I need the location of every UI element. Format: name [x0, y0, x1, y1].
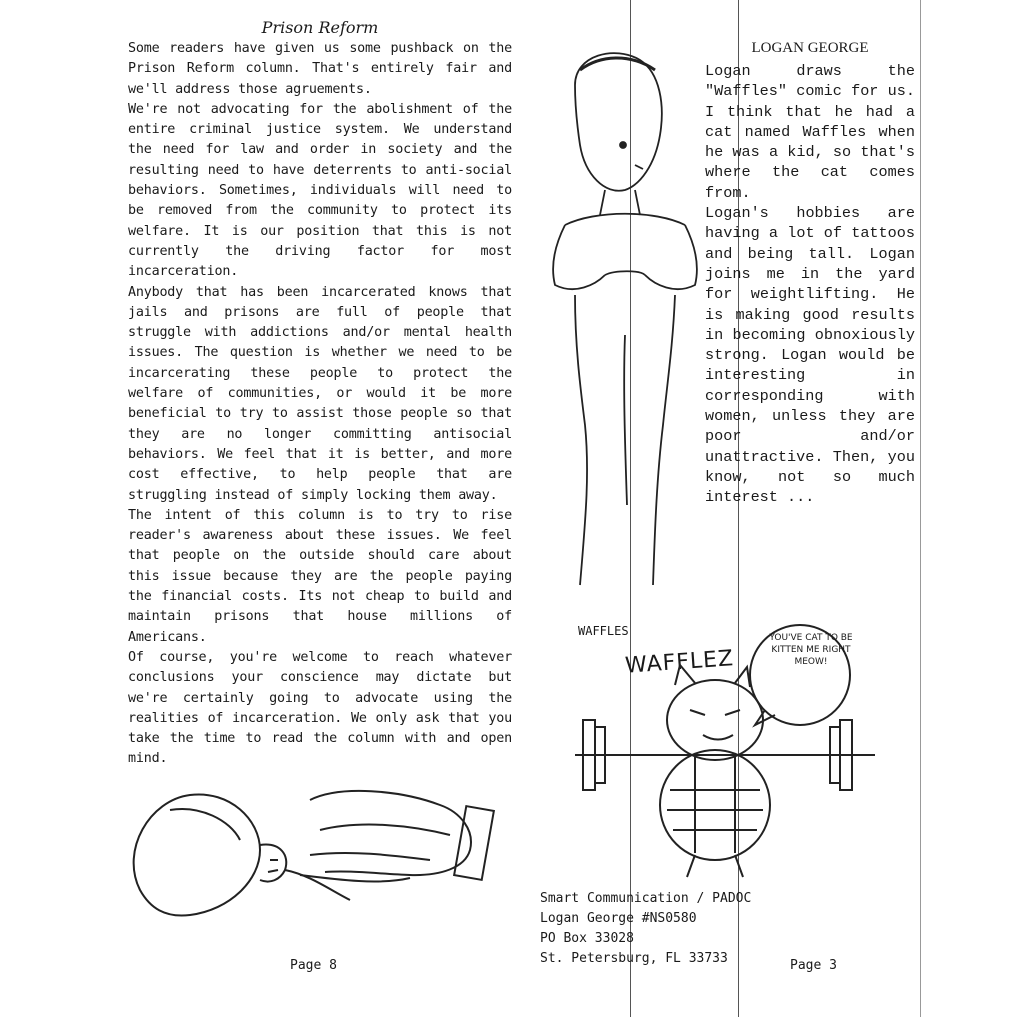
page-number: Page 3 [790, 958, 837, 973]
address-line: Logan George #NS0580 [540, 911, 697, 926]
article-paragraph: The intent of this column is to try to rise reader's awareness about these issues. We feel that people on the outside should care about this issue because they are the people paying the financial costs. Its not cheap to build and maintain prisons that house millions of Americans. [128, 507, 512, 645]
article-paragraph: We're not advocating for the abolishment of the entire criminal justice system. We understand the need for law and order in society and the resulting need to have deterrents to anti-social behaviors. Sometimes, individuals will need to be removed from the community to protect its welfare. It is our position that this is not currently the driving factor for most incarceration. [128, 101, 512, 280]
page-edge-line [920, 0, 921, 1017]
article-paragraph: Of course, you're welcome to reach whatever conclusions your conscience may dictate but we're certainly going to advocate using the realities of incarceration. We only ask that you take the time to read the column with and open mind. [128, 649, 512, 767]
mailing-address [540, 889, 751, 969]
comic-title: WAFFLEZ [624, 646, 735, 679]
article-title: Prison Reform [261, 18, 379, 37]
comic-label: WAFFLES [578, 624, 629, 638]
address-line: St. Petersburg, FL 33733 [540, 951, 728, 966]
address-line: PO Box 33028 [540, 931, 634, 946]
profile-paragraph: Logan draws the "Waffles" comic for us. I think that he had a cat named Waffles when he was a kid, so that's where the cat comes from. [705, 62, 915, 202]
page-number: Page 8 [290, 958, 337, 973]
standing-figure-drawing [545, 45, 705, 595]
profile-paragraph: Logan's hobbies are having a lot of tattoos and being tall. Logan joins me in the yard for weightlifting. He is making good results in becoming obnoxiously strong. Logan would be interesting in corresponding with women, unless they are poor and/or unattractive. Then, you know, not so much interest ... [705, 204, 915, 507]
reclining-figure-drawing [110, 780, 510, 930]
speech-bubble: YOU'VE CAT TO BE KITTEN ME RIGHT MEOW! [769, 633, 853, 667]
address-line: Smart Communication / PADOC [540, 891, 752, 906]
prison-reform-article [128, 18, 512, 770]
profile-title: LOGAN GEORGE [751, 40, 869, 56]
article-paragraph: Anybody that has been incarcerated knows that jails and prisons are full of people that struggle with addictions and/or mental health issues. The question is whether we need to be incarcerating these people to protect the welfare of communities, or would it be more beneficial to try to assist those people so that they are no longer committing antisocial behaviors. We feel that it is better, and more cost effective, to help people that are struggling instead of simply locking them away. [128, 284, 512, 503]
article-paragraph: Some readers have given us some pushback on the Prison Reform column. That's entirely fair and we'll address those agruements. [128, 41, 512, 97]
logan-george-profile [705, 40, 915, 508]
